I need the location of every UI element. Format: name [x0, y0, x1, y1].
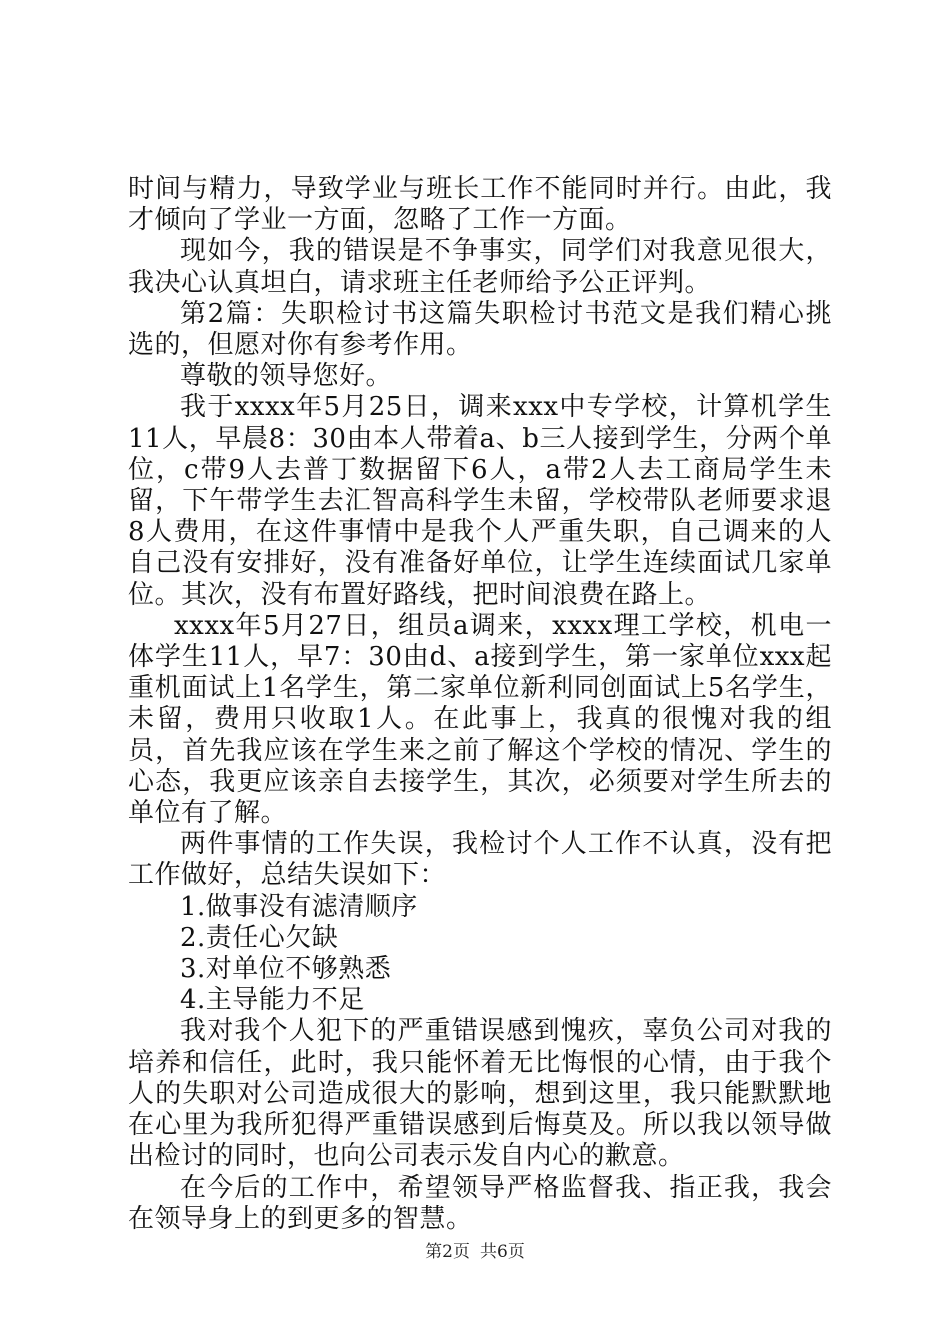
- document-body: [128, 174, 832, 1235]
- paragraph: 时间与精力，导致学业与班长工作不能同时并行。由此，我才倾向了学业一方面，忽略了工作一方面。: [128, 174, 832, 236]
- list-item: 3.对单位不够熟悉: [180, 954, 392, 985]
- list-item: 1.做事没有滤清顺序: [180, 891, 418, 922]
- page-footer: [0, 1241, 950, 1263]
- paragraph: 第2篇：失职检讨书这篇失职检讨书范文是我们精心挑选的，但愿对你有参考作用。: [128, 298, 832, 361]
- paragraph: 我对我个人犯下的严重错误感到愧疚，辜负公司对我的培养和信任，此时，我只能怀着无比悔恨的心情，由于我个人的失职对公司造成很大的影响，想到这里，我只能默默地在心里为我所犯得严重错误感到后悔莫及。所以我以领导做出检讨的同时，也向公司表示发自内心的歉意。: [128, 1016, 832, 1172]
- paragraph: 两件事情的工作失误，我检讨个人工作不认真，没有把工作做好，总结失误如下：: [128, 829, 832, 891]
- list-item: 4.主导能力不足: [180, 985, 365, 1016]
- paragraph: 在今后的工作中，希望领导严格监督我、指正我，我会在领导身上的到更多的智慧。: [128, 1172, 832, 1234]
- list-item: 2.责任心欠缺: [180, 922, 339, 953]
- paragraph: xxxx年5月27日，组员a调来，xxxx理工学校，机电一体学生11人，早7：30由d、a接到学生，第一家单位xxx起重机面试上1名学生，第二家单位新利同创面试上5名学生，未留，费用只收取1人。在此事上，我真的很愧对我的组员，首先我应该在学生来之前了解这个学校的情况、学生的心态，我更应该亲自去接学生，其次，必须要对学生所去的单位有了解。: [128, 610, 832, 829]
- page-number: 第2页: [425, 1242, 470, 1262]
- salutation: 尊敬的领导您好。: [180, 361, 393, 392]
- page-total: 共6页: [480, 1242, 525, 1262]
- paragraph: 现如今，我的错误是不争事实，同学们对我意见很大，我决心认真坦白，请求班主任老师给予公正评判。: [128, 236, 832, 298]
- paragraph: 我于xxxx年5月25日，调来xxx中专学校，计算机学生11人，早晨8：30由本人带着a、b三人接到学生，分两个单位，c带9人去普丁数据留下6人，a带2人去工商局学生未留，下午带学生去汇智高科学生未留，学校带队老师要求退8人费用，在这件事情中是我个人严重失职，自己调来的人自己没有安排好，没有准备好单位，让学生连续面试几家单位。其次，没有布置好路线，把时间浪费在路上。: [128, 392, 832, 610]
